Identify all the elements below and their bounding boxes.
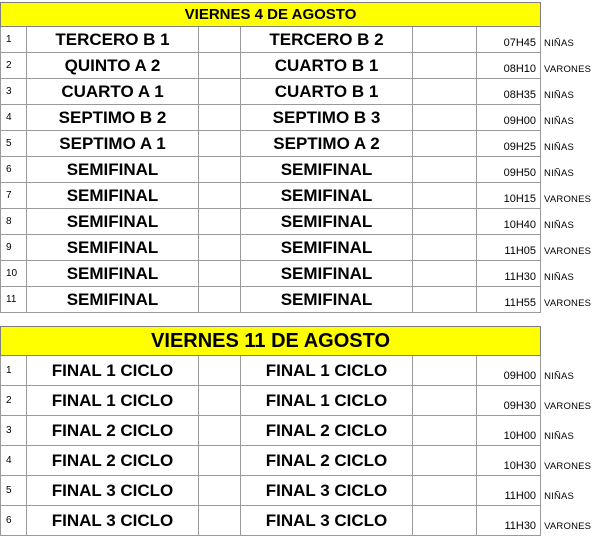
table-row	[1, 287, 601, 313]
match-time: 09H25	[477, 131, 541, 157]
table-row	[1, 356, 601, 386]
match-number: 5	[1, 131, 27, 157]
team-a: SEMIFINAL	[27, 209, 199, 235]
match-number: 9	[1, 235, 27, 261]
table-row	[1, 79, 601, 105]
team-a: SEMIFINAL	[27, 261, 199, 287]
match-number: 1	[1, 27, 27, 53]
match-number: 3	[1, 79, 27, 105]
team-a: SEMIFINAL	[27, 287, 199, 313]
table-row	[1, 53, 601, 79]
team-b: SEPTIMO A 2	[241, 131, 413, 157]
match-time: 07H45	[477, 27, 541, 53]
match-time: 08H10	[477, 53, 541, 79]
match-category: NIÑAS	[544, 141, 575, 153]
team-b: FINAL 1 CICLO	[241, 356, 413, 386]
match-time: 11H30	[477, 506, 541, 536]
section-title: VIERNES 4 DE AGOSTO	[1, 3, 541, 27]
team-b: FINAL 3 CICLO	[241, 476, 413, 506]
team-a: TERCERO B 1	[27, 27, 199, 53]
table-row	[1, 506, 601, 536]
match-number: 6	[1, 157, 27, 183]
match-category: VARONES	[544, 297, 592, 309]
match-category: NIÑAS	[544, 370, 575, 382]
team-a: SEMIFINAL	[27, 157, 199, 183]
match-category: VARONES	[544, 193, 592, 205]
match-time: 11H30	[477, 261, 541, 287]
team-b: SEMIFINAL	[241, 157, 413, 183]
team-b: SEMIFINAL	[241, 209, 413, 235]
match-category: NIÑAS	[544, 89, 575, 101]
team-a: CUARTO A 1	[27, 79, 199, 105]
match-category: VARONES	[544, 400, 592, 412]
match-category: NIÑAS	[544, 271, 575, 283]
table-row	[1, 27, 601, 53]
match-time: 10H15	[477, 183, 541, 209]
table-row	[1, 235, 601, 261]
table-row	[1, 157, 601, 183]
match-time: 09H30	[477, 386, 541, 416]
schedule-table-1	[0, 2, 601, 313]
match-category: VARONES	[544, 245, 592, 257]
match-time: 10H30	[477, 446, 541, 476]
table-row	[1, 386, 601, 416]
match-number: 7	[1, 183, 27, 209]
match-category: VARONES	[544, 460, 592, 472]
match-category: VARONES	[544, 63, 592, 75]
match-category: NIÑAS	[544, 219, 575, 231]
match-time: 11H00	[477, 476, 541, 506]
team-b: FINAL 2 CICLO	[241, 416, 413, 446]
section-title: VIERNES 11 DE AGOSTO	[1, 327, 541, 356]
team-a: FINAL 1 CICLO	[27, 386, 199, 416]
team-b: CUARTO B 1	[241, 79, 413, 105]
team-b: SEMIFINAL	[241, 235, 413, 261]
table-row	[1, 183, 601, 209]
table-row	[1, 416, 601, 446]
match-number: 1	[1, 356, 27, 386]
schedule-table-2	[0, 326, 601, 536]
team-b: FINAL 1 CICLO	[241, 386, 413, 416]
match-number: 2	[1, 386, 27, 416]
match-time: 08H35	[477, 79, 541, 105]
match-category: NIÑAS	[544, 490, 575, 502]
table-row	[1, 105, 601, 131]
team-a: QUINTO A 2	[27, 53, 199, 79]
table-row	[1, 476, 601, 506]
match-number: 4	[1, 446, 27, 476]
match-time: 09H50	[477, 157, 541, 183]
match-number: 3	[1, 416, 27, 446]
table-row	[1, 209, 601, 235]
team-a: SEPTIMO A 1	[27, 131, 199, 157]
table-row	[1, 131, 601, 157]
team-b: FINAL 3 CICLO	[241, 506, 413, 536]
match-category: VARONES	[544, 520, 592, 532]
match-number: 8	[1, 209, 27, 235]
match-number: 5	[1, 476, 27, 506]
team-a: SEMIFINAL	[27, 235, 199, 261]
table-row	[1, 446, 601, 476]
team-b: SEMIFINAL	[241, 287, 413, 313]
match-category: NIÑAS	[544, 115, 575, 127]
match-number: 2	[1, 53, 27, 79]
match-category: NIÑAS	[544, 167, 575, 179]
match-time: 11H55	[477, 287, 541, 313]
team-a: FINAL 3 CICLO	[27, 476, 199, 506]
team-a: FINAL 1 CICLO	[27, 356, 199, 386]
team-b: CUARTO B 1	[241, 53, 413, 79]
team-b: SEMIFINAL	[241, 261, 413, 287]
team-b: FINAL 2 CICLO	[241, 446, 413, 476]
team-a: SEPTIMO B 2	[27, 105, 199, 131]
table-row	[1, 261, 601, 287]
match-number: 6	[1, 506, 27, 536]
match-time: 11H05	[477, 235, 541, 261]
team-a: SEMIFINAL	[27, 183, 199, 209]
section-title-row	[1, 3, 601, 27]
team-a: FINAL 2 CICLO	[27, 446, 199, 476]
match-number: 4	[1, 105, 27, 131]
team-b: SEPTIMO B 3	[241, 105, 413, 131]
match-time: 09H00	[477, 105, 541, 131]
section-title-row	[1, 327, 601, 356]
match-category: NIÑAS	[544, 430, 575, 442]
team-a: FINAL 3 CICLO	[27, 506, 199, 536]
team-b: TERCERO B 2	[241, 27, 413, 53]
match-time: 10H00	[477, 416, 541, 446]
match-category: NIÑAS	[544, 37, 575, 49]
match-number: 10	[1, 261, 27, 287]
team-a: FINAL 2 CICLO	[27, 416, 199, 446]
match-time: 10H40	[477, 209, 541, 235]
team-b: SEMIFINAL	[241, 183, 413, 209]
match-number: 11	[1, 287, 27, 313]
match-time: 09H00	[477, 356, 541, 386]
